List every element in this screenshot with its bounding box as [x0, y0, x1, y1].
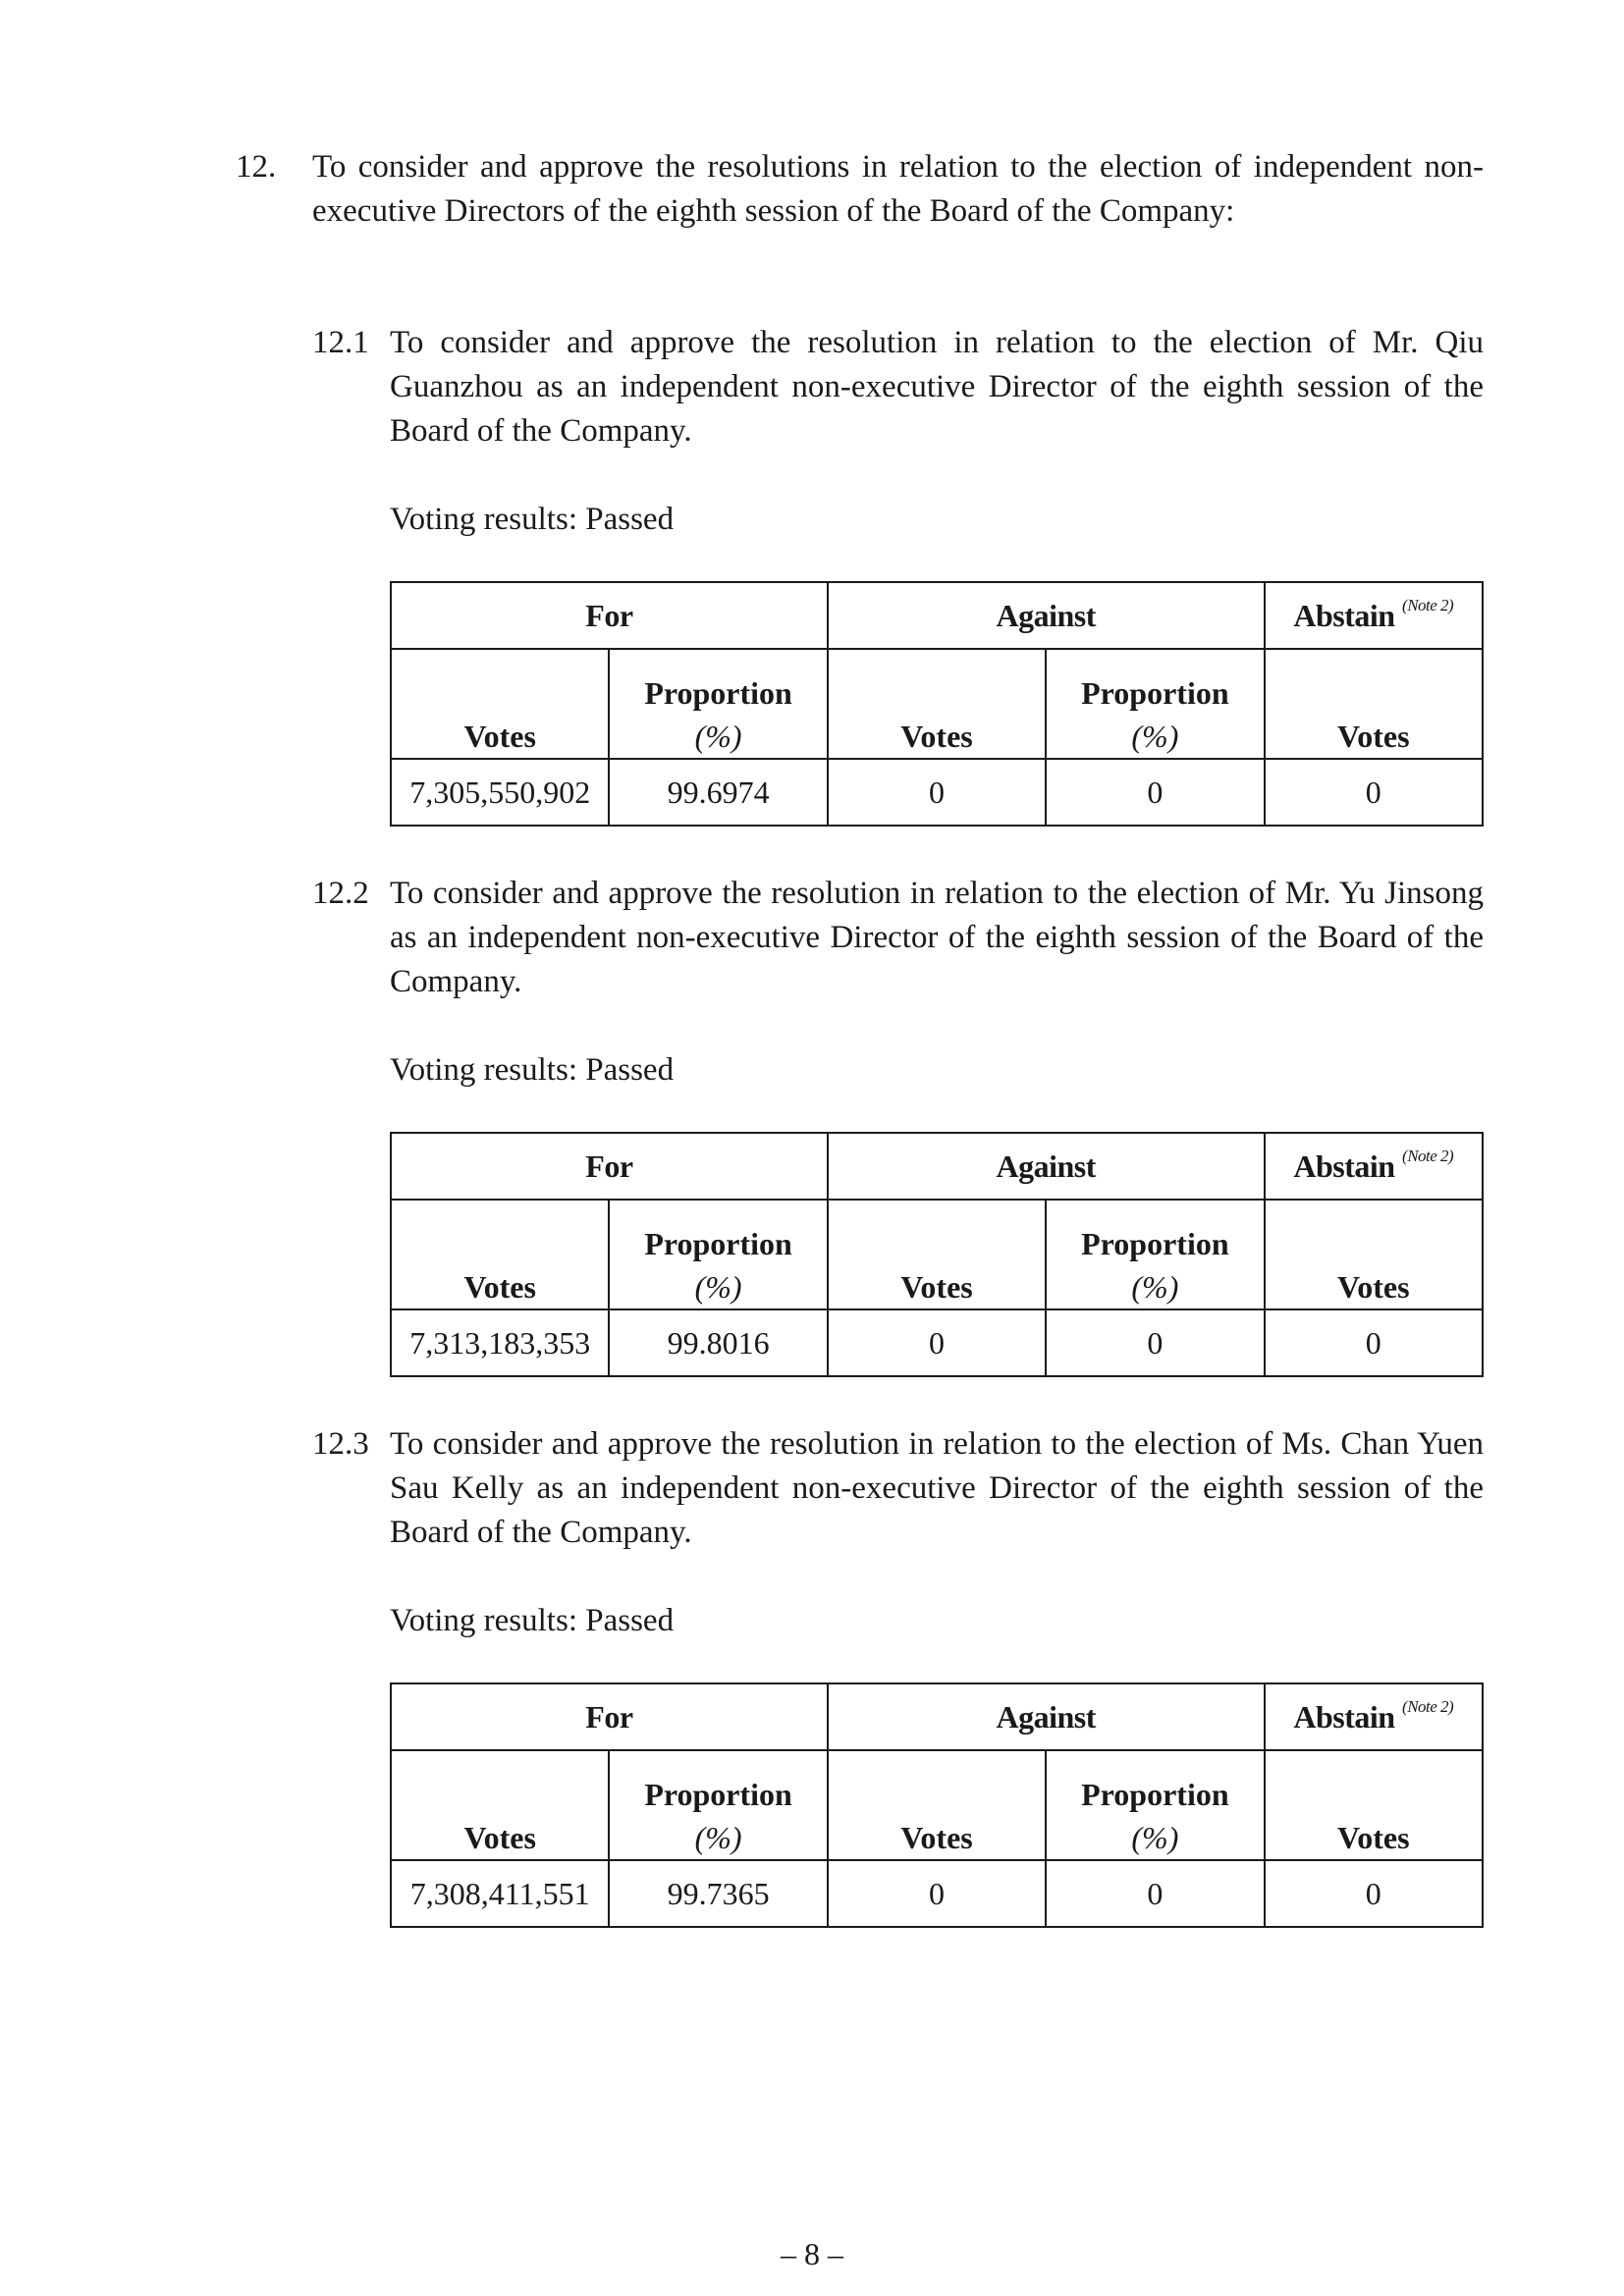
for-votes: 7,313,183,353 — [391, 1309, 609, 1376]
header-votes: Votes — [828, 1750, 1046, 1860]
header-proportion: Proportion (%) — [609, 649, 827, 759]
header-against: Against — [828, 1133, 1265, 1200]
subresolution-text: To consider and approve the resolution in relation to the election of Ms. Chan Yuen Sau Kelly as an independent non-executive Director of the eighth session of the Board of the Company. — [390, 1426, 1484, 1550]
abstain-note: (Note 2) — [1402, 595, 1454, 614]
header-votes: Votes — [1265, 649, 1483, 759]
table-row — [391, 759, 1483, 826]
against-proportion: 0 — [1046, 759, 1264, 826]
abstain-note: (Note 2) — [1402, 1696, 1454, 1716]
against-proportion: 0 — [1046, 1860, 1264, 1927]
header-votes: Votes — [828, 649, 1046, 759]
for-votes: 7,308,411,551 — [391, 1860, 609, 1927]
header-votes: Votes — [391, 649, 609, 759]
abstain-votes: 0 — [1265, 1860, 1483, 1927]
page-number: – 8 – — [781, 2236, 843, 2271]
voting-table — [390, 1132, 1484, 1377]
subresolution-text: To consider and approve the resolution in relation to the election of Mr. Yu Jinsong as an independent non-executive Director of the eighth session of the Board of the Company. — [390, 876, 1484, 999]
header-proportion: Proportion (%) — [609, 1200, 827, 1309]
header-for: For — [391, 1133, 828, 1200]
voting-table — [390, 581, 1484, 827]
voting-result: Voting results: Passed — [390, 1603, 675, 1638]
subresolution-number: 12.3 — [312, 1426, 369, 1462]
voting-result: Voting results: Passed — [390, 1052, 675, 1088]
for-proportion: 99.6974 — [609, 759, 827, 826]
resolution-number: 12. — [236, 149, 277, 185]
against-votes: 0 — [828, 759, 1046, 826]
header-for: For — [391, 582, 828, 649]
header-abstain: Abstain $^{(Note 2)}$ — [1265, 1683, 1483, 1750]
header-proportion: Proportion (%) — [1046, 1750, 1264, 1860]
for-proportion: 99.7365 — [609, 1860, 827, 1927]
for-proportion: 99.8016 — [609, 1309, 827, 1376]
header-abstain: Abstain $^{(Note 2)}$ — [1265, 1133, 1483, 1200]
abstain-note: (Note 2) — [1402, 1146, 1454, 1165]
table-row — [391, 1860, 1483, 1927]
header-against: Against — [828, 1683, 1265, 1750]
subresolution-text: To consider and approve the resolution in relation to the election of Mr. Qiu Guanzhou as an independent non-executive Director of the eighth session of the Board of the Company. — [390, 325, 1484, 449]
header-proportion: Proportion (%) — [609, 1750, 827, 1860]
voting-result: Voting results: Passed — [390, 502, 675, 537]
subresolution-number: 12.2 — [312, 876, 369, 911]
header-votes: Votes — [828, 1200, 1046, 1309]
against-votes: 0 — [828, 1309, 1046, 1376]
header-against: Against — [828, 582, 1265, 649]
header-votes: Votes — [391, 1750, 609, 1860]
for-votes: 7,305,550,902 — [391, 759, 609, 826]
abstain-votes: 0 — [1265, 759, 1483, 826]
header-votes: Votes — [1265, 1200, 1483, 1309]
voting-table — [390, 1682, 1484, 1928]
against-votes: 0 — [828, 1860, 1046, 1927]
abstain-votes: 0 — [1265, 1309, 1483, 1376]
header-votes: Votes — [1265, 1750, 1483, 1860]
header-proportion: Proportion (%) — [1046, 1200, 1264, 1309]
header-for: For — [391, 1683, 828, 1750]
against-proportion: 0 — [1046, 1309, 1264, 1376]
table-row — [391, 1309, 1483, 1376]
header-abstain: Abstain $^{(Note 2)}$ — [1265, 582, 1483, 649]
resolution-text: To consider and approve the resolutions in relation to the election of independent non-executive Directors of the eighth session of the Board of the Company: — [312, 149, 1484, 229]
header-votes: Votes — [391, 1200, 609, 1309]
subresolution-number: 12.1 — [312, 325, 369, 360]
header-proportion: Proportion (%) — [1046, 649, 1264, 759]
